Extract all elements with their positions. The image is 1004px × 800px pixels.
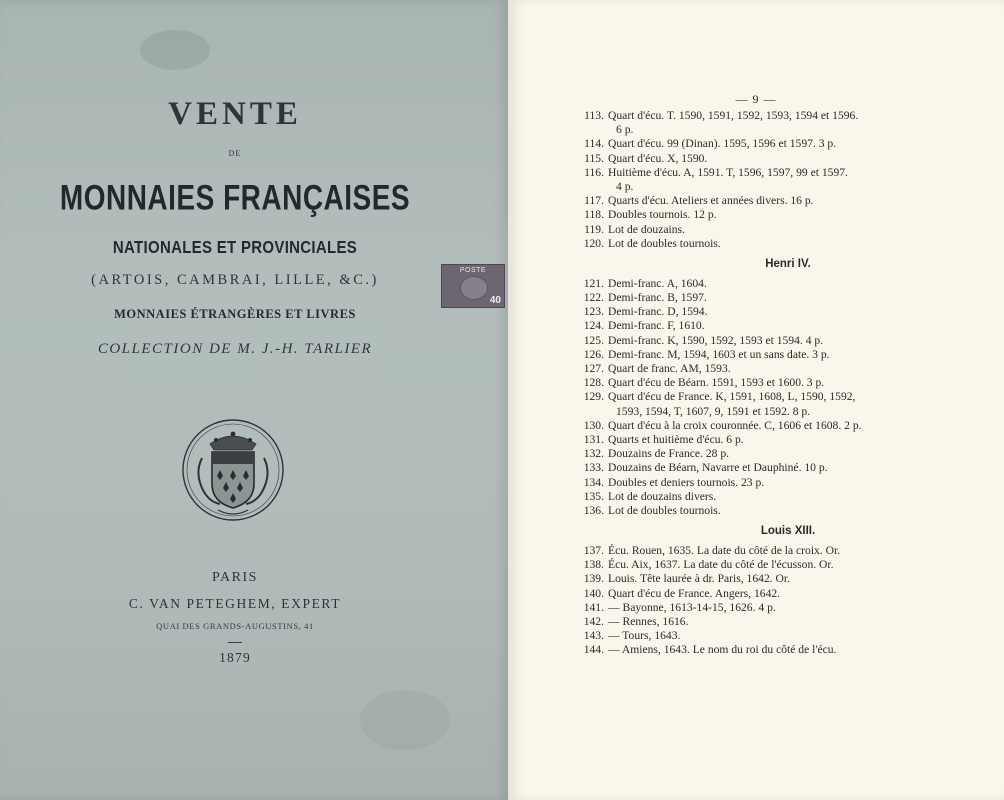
lot-description: Demi-franc. B, 1597. <box>608 291 707 305</box>
stamp-value: 40 <box>489 295 501 306</box>
lot-number: 126. <box>583 347 604 361</box>
lot-description: Lot de douzains. <box>608 222 685 236</box>
lot-description: — Tours, 1643. <box>608 629 681 643</box>
lot-number: 118. <box>584 208 604 222</box>
cover-others: MONNAIES ÉTRANGÈRES ET LIVRES <box>114 307 356 321</box>
lot-entry <box>578 419 978 433</box>
lot-description: Quart d'écu à la croix couronnée. C, 1606 et 1608. 2 p. <box>608 418 862 432</box>
lot-description: — Bayonne, 1613-14-15, 1626. 4 p. <box>608 600 776 614</box>
cover-title: VENTE <box>168 96 302 132</box>
lot-number: 134. <box>583 475 604 489</box>
lot-description: Lot de douzains divers. <box>608 489 717 503</box>
lot-group-louis-xiii <box>578 544 978 658</box>
lot-number: 115. <box>584 151 604 165</box>
lot-description: 6 p. <box>616 123 634 137</box>
lot-entry <box>578 376 978 390</box>
lot-description: Quart d'écu. 99 (Dinan). 1595, 1596 et 1597. 3 p. <box>608 137 837 151</box>
cover-city: PARIS <box>212 570 258 585</box>
lot-entry <box>578 572 978 586</box>
lot-number: 143. <box>583 629 604 643</box>
lot-entry <box>578 237 978 251</box>
lot-description: Lot de doubles tournois. <box>608 503 721 517</box>
section-heading-henri-iv: Henri IV. <box>765 257 811 270</box>
lot-number: 137. <box>583 544 604 558</box>
lot-entry <box>578 334 978 348</box>
lot-number: 141. <box>583 600 604 614</box>
lot-entry <box>578 558 978 572</box>
lot-entry <box>578 476 978 490</box>
lot-description: Lot de doubles tournois. <box>608 236 721 250</box>
lot-description: Demi-franc. A, 1604. <box>608 276 707 290</box>
lot-description: Quart d'écu de France. Angers, 1642. <box>608 586 781 600</box>
lot-entry-continuation <box>578 180 978 194</box>
cover-connector: DE <box>228 149 242 158</box>
lot-entry <box>578 587 978 601</box>
lot-entry <box>578 277 978 291</box>
lot-description: Huitième d'écu. A, 1591. T, 1596, 1597, 99 et 1597. <box>608 165 848 179</box>
lot-entry <box>578 208 978 222</box>
lot-description: — Rennes, 1616. <box>608 615 689 628</box>
lot-entry <box>578 461 978 475</box>
paper-stain <box>140 30 210 70</box>
coat-of-arms-emblem-icon <box>180 418 286 522</box>
lot-group-henri-iv <box>578 277 978 518</box>
lot-description: Quarts d'écu. Ateliers et années divers. 16 p. <box>608 194 814 208</box>
cover-year: 1879 <box>219 650 251 665</box>
lot-entry <box>578 643 978 657</box>
lot-entry <box>578 544 978 558</box>
cover-collection: COLLECTION DE M. J.-H. TARLIER <box>97 341 373 357</box>
lot-number: 127. <box>583 362 604 375</box>
lot-description: Quart d'écu de France. K, 1591, 1608, L, 1590, 1592, <box>608 390 856 404</box>
lot-entry <box>578 319 978 333</box>
postage-stamp <box>441 264 505 308</box>
lot-description: Louis. Tête laurée à dr. Paris, 1642. Or. <box>608 572 791 586</box>
lot-number: 120. <box>583 236 604 250</box>
lot-description: Quarts et huitième d'écu. 6 p. <box>608 432 744 446</box>
section-heading-louis-xiii: Louis XIII. <box>760 525 816 538</box>
lot-entry <box>578 194 978 208</box>
lot-entry <box>578 305 978 319</box>
lot-number: 123. <box>583 305 604 319</box>
lot-entry <box>578 615 978 629</box>
paper-stain <box>360 690 450 750</box>
lot-description: — Amiens, 1643. Le nom du roi du côté de l'écu. <box>608 643 837 657</box>
lot-entry <box>578 629 978 643</box>
lot-number: 122. <box>583 291 604 305</box>
stamp-figure-icon <box>460 276 488 300</box>
lot-entry-continuation <box>578 405 978 419</box>
lot-description: Demi-franc. K, 1590, 1592, 1593 et 1594. 4 p. <box>608 333 824 347</box>
lot-entry <box>578 348 978 362</box>
lot-description: Demi-franc. D, 1594. <box>608 305 708 319</box>
lot-description: Écu. Rouen, 1635. La date du côté de la croix. Or. <box>608 544 841 558</box>
lot-description: Doubles et deniers tournois. 23 p. <box>608 475 765 489</box>
lot-number: 129. <box>583 390 604 404</box>
lot-number: 114. <box>584 137 604 151</box>
lot-number: 128. <box>583 376 604 390</box>
lot-description: Quart d'écu. T. 1590, 1591, 1592, 1593, 1594 et 1596. <box>608 109 859 122</box>
lot-number: 113. <box>584 109 604 122</box>
lot-entry <box>578 490 978 504</box>
lot-entry-continuation <box>578 123 978 137</box>
lot-number: 140. <box>583 586 604 600</box>
stamp-label: POSTE <box>459 267 487 274</box>
lot-description: Quart d'écu de Béarn. 1591, 1593 et 1600. 3 p. <box>608 376 825 390</box>
cover-address: QUAI DES GRANDS-AUGUSTINS, 41 <box>156 621 314 631</box>
cover-divider <box>228 642 242 643</box>
lot-group-henri-iii <box>578 109 978 251</box>
lot-number: 144. <box>583 643 604 657</box>
lot-entry <box>578 223 978 237</box>
lot-number: 139. <box>583 572 604 586</box>
lot-number: 130. <box>583 418 604 432</box>
lot-number: 131. <box>583 432 604 446</box>
lot-entry <box>578 390 978 404</box>
lot-number: 125. <box>583 333 604 347</box>
lot-description: Écu. Aix, 1637. La date du côté de l'écusson. Or. <box>608 558 834 572</box>
lot-number: 142. <box>583 615 604 628</box>
lot-description: Demi-franc. M, 1594, 1603 et un sans date. 3 p. <box>608 347 830 361</box>
cover-regions: (ARTOIS, CAMBRAI, LILLE, &C.) <box>91 272 379 288</box>
lot-entry <box>578 362 978 376</box>
lot-number: 117. <box>584 194 604 208</box>
lot-entry <box>578 109 978 123</box>
lot-description: Quart d'écu. X, 1590. <box>608 151 708 165</box>
cover-subject: MONNAIES FRANÇAISES <box>59 178 411 217</box>
lot-number: 136. <box>583 503 604 517</box>
lot-number: 121. <box>583 276 604 290</box>
lot-number: 135. <box>583 489 604 503</box>
cover-expert: C. VAN PETEGHEM, EXPERT <box>128 596 342 611</box>
catalogue-page <box>508 0 1004 800</box>
lot-description: Douzains de Béarn, Navarre et Dauphiné. 10 p. <box>608 461 828 475</box>
lot-entry <box>578 447 978 461</box>
lot-description: Douzains de France. 28 p. <box>608 447 730 461</box>
lot-entry <box>578 137 978 151</box>
lot-number: 119. <box>584 222 604 236</box>
lot-entry <box>578 166 978 180</box>
lot-number: 133. <box>583 461 604 475</box>
lot-number: 132. <box>583 447 604 461</box>
cover-subtitle: NATIONALES ET PROVINCIALES <box>112 238 358 258</box>
lot-entry <box>578 601 978 615</box>
lot-entry <box>578 152 978 166</box>
lot-description: Doubles tournois. 12 p. <box>608 208 717 222</box>
lot-number: 124. <box>583 319 604 333</box>
lot-entry <box>578 504 978 518</box>
page-number: — 9 — <box>735 92 777 106</box>
lot-number: 138. <box>583 558 604 572</box>
lot-list <box>578 109 978 658</box>
lot-description: 4 p. <box>616 179 634 193</box>
lot-description: Quart de franc. AM, 1593. <box>608 362 731 375</box>
lot-entry <box>578 291 978 305</box>
lot-entry <box>578 433 978 447</box>
lot-number: 116. <box>584 165 604 179</box>
lot-description: Demi-franc. F, 1610. <box>608 319 705 333</box>
lot-description: 1593, 1594, T, 1607, 9, 1591 et 1592. 8 p. <box>616 404 811 418</box>
